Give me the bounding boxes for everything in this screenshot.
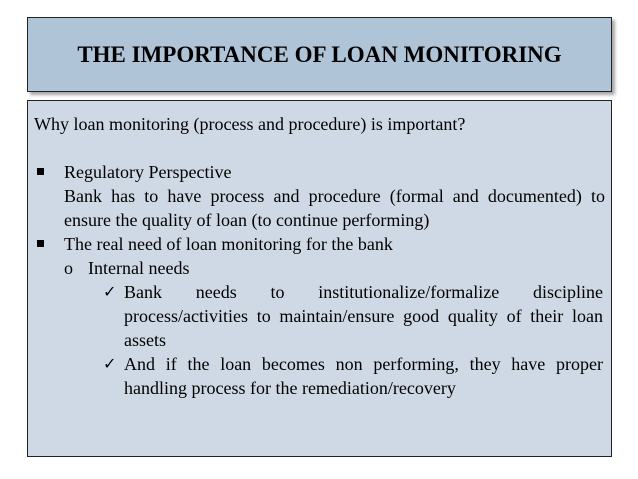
check-item-text: And if the loan becomes non performing, they have proper handling process for the remediation/recovery — [124, 354, 603, 398]
content-box — [27, 100, 612, 457]
check-item-text: Bank needs to institutionalize/formalize discipline process/activities to maintain/ensure good quality of their loan assets — [124, 282, 603, 350]
check-item — [34, 352, 607, 400]
title-box — [27, 17, 612, 92]
point-regulatory — [34, 160, 607, 232]
slide-title: THE IMPORTANCE OF LOAN MONITORING — [77, 41, 562, 67]
check-item — [34, 280, 607, 352]
point-heading: Regulatory Perspective — [64, 162, 232, 182]
point-heading: The real need of loan monitoring for the bank — [64, 234, 393, 254]
sub-point-label: Internal needs — [88, 258, 190, 278]
point-real-need — [34, 232, 607, 256]
checkmark-icon: ✓ — [103, 354, 117, 373]
sub-point-internal-needs — [34, 256, 607, 280]
circle-bullet-icon: o — [64, 258, 73, 278]
intro-question: Why loan monitoring (process and procedure) is important? — [34, 114, 466, 134]
checkmark-icon: ✓ — [103, 282, 117, 301]
point-text: Bank has to have process and procedure (formal and documented) to ensure the quality of loan (to continue performing) — [64, 186, 605, 230]
